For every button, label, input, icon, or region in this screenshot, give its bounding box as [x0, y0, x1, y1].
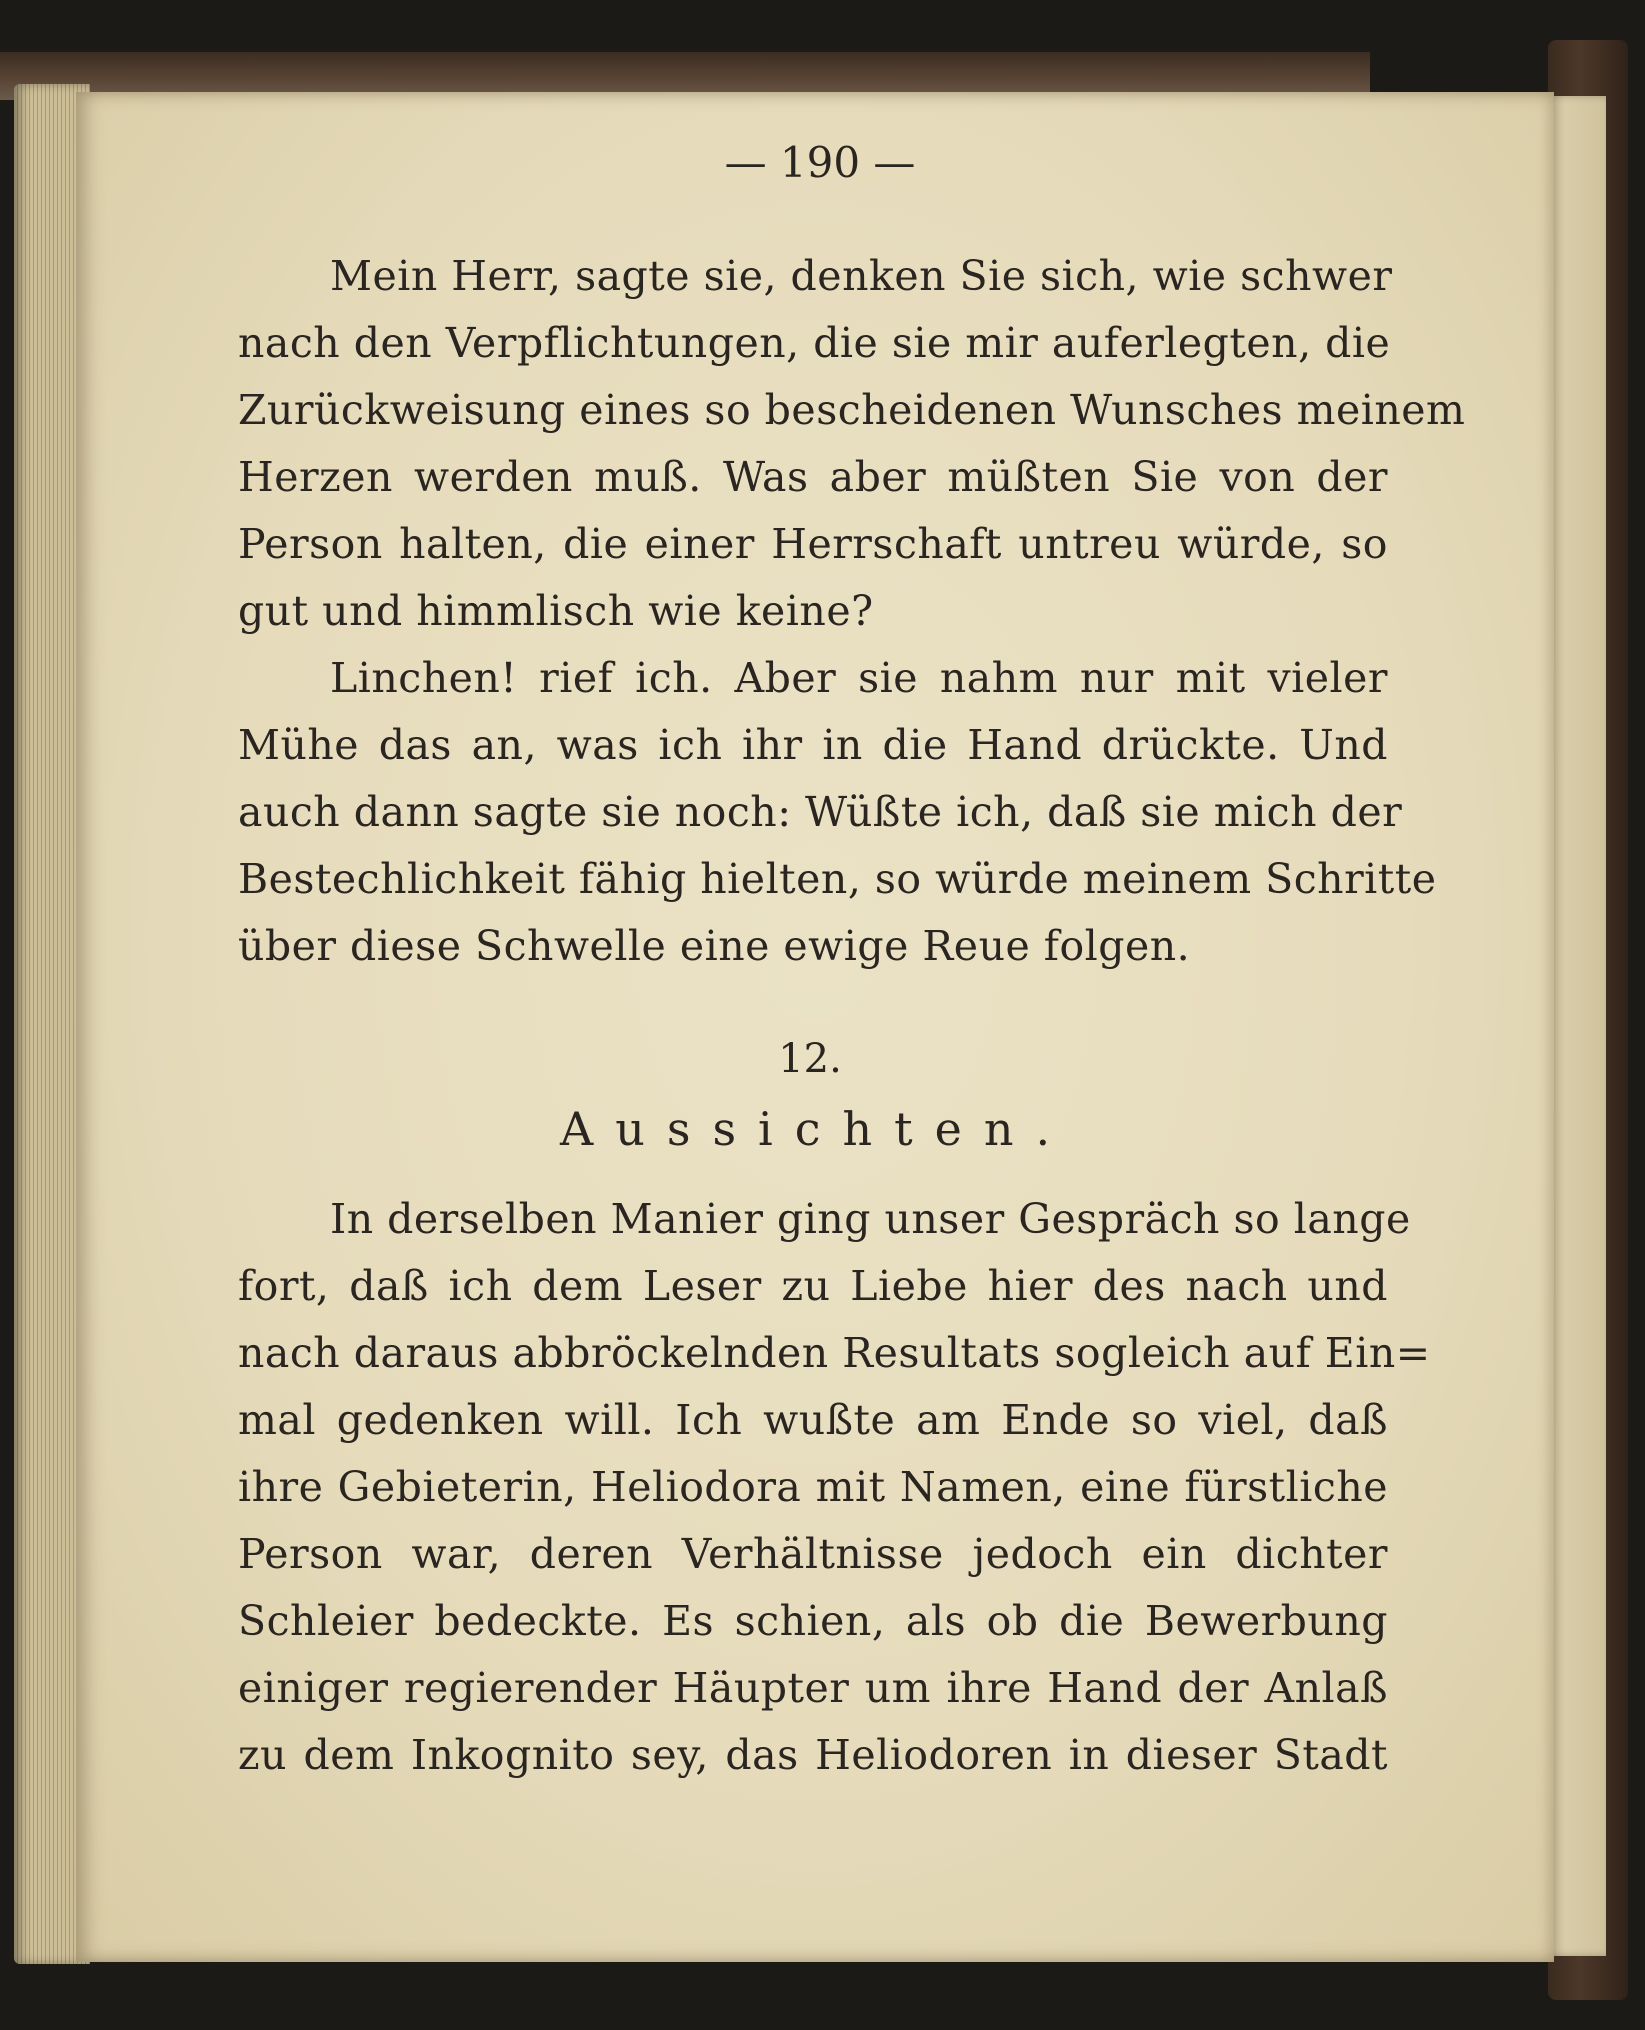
text-line: Person halten, die einer Herrschaft untreu würde, so: [238, 520, 1388, 568]
text-line: In derselben Manier ging unser Gespräch so lange: [330, 1195, 1411, 1243]
page-number: — 190 —: [724, 138, 916, 187]
text-line: fort, daß ich dem Leser zu Liebe hier des nach und: [238, 1262, 1388, 1310]
text-line: Bestechlichkeit fähig hielten, so würde meinem Schritte: [238, 855, 1437, 903]
text-line: Mühe das an, was ich ihr in die Hand drückte. Und: [238, 721, 1388, 769]
text-line: Linchen! rief ich. Aber sie nahm nur mit vieler: [330, 654, 1388, 702]
text-line: Herzen werden muß. Was aber müßten Sie von der: [238, 453, 1388, 501]
text-line: Person war, deren Verhältnisse jedoch ein dichter: [238, 1530, 1388, 1578]
text-line: ihre Gebieterin, Heliodora mit Namen, eine fürstliche: [238, 1463, 1388, 1511]
text-line: Schleier bedeckte. Es schien, als ob die Bewerbung: [238, 1597, 1388, 1645]
text-line: Zurückweisung eines so bescheidenen Wunsches meinem: [238, 386, 1466, 434]
text-line: einiger regierender Häupter um ihre Hand der Anlaß: [238, 1664, 1388, 1712]
text-line: mal gedenken will. Ich wußte am Ende so viel, daß: [238, 1396, 1388, 1444]
text-line: auch dann sagte sie noch: Wüßte ich, daß sie mich der: [238, 788, 1403, 836]
text-line: nach den Verpflichtungen, die sie mir auferlegten, die: [238, 319, 1391, 367]
text-line: gut und himmlisch wie keine?: [238, 587, 874, 635]
text-line: zu dem Inkognito sey, das Heliodoren in dieser Stadt: [238, 1731, 1388, 1779]
section-title: Aussichten.: [560, 1102, 1073, 1156]
next-page-edge: [1548, 96, 1606, 1956]
section-number: 12.: [778, 1036, 842, 1082]
text-line: nach daraus abbröckelnden Resultats sogleich auf Ein=: [238, 1329, 1431, 1377]
text-line: Mein Herr, sagte sie, denken Sie sich, wie schwer: [330, 252, 1393, 300]
text-line: über diese Schwelle eine ewige Reue folgen.: [238, 922, 1191, 970]
